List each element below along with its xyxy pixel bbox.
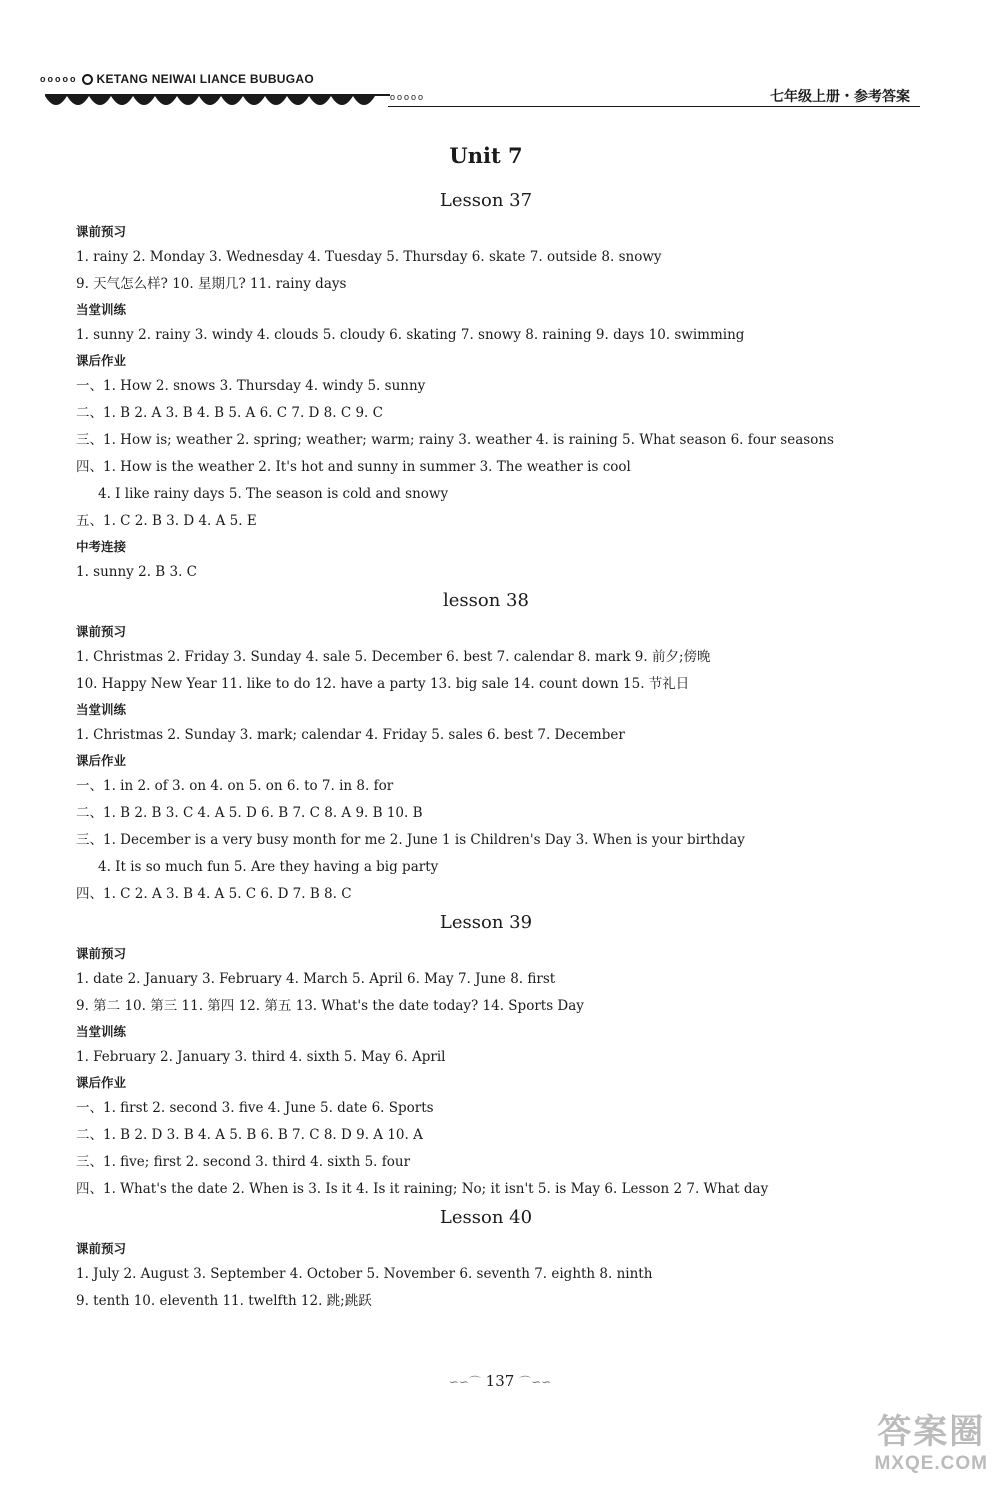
left-flourish-icon: ∽∽⌒ [448, 1375, 481, 1389]
answer-line: 一、1. in 2. of 3. on 4. on 5. on 6. to 7. in 8. for [76, 778, 394, 794]
page-number: 137 [485, 1372, 515, 1390]
section-heading: 中考连接 [76, 539, 127, 554]
section-heading: 课前预习 [76, 1241, 127, 1256]
answer-line: 9. 天气怎么样? 10. 星期几? 11. rainy days [76, 276, 347, 292]
answer-line: 四、1. C 2. A 3. B 4. A 5. C 6. D 7. B 8. C [76, 886, 352, 902]
section-heading: 当堂训练 [76, 702, 127, 717]
answer-line: 三、1. How is; weather 2. spring; weather; warm; rainy 3. weather 4. is raining 5. What season 6. four seasons [76, 432, 834, 448]
lesson-title: lesson 38 [443, 590, 529, 611]
header-book-title: 七年级上册・参考答案 [770, 89, 910, 105]
answer-line: 9. 第二 10. 第三 11. 第四 12. 第五 13. What's the date today? 14. Sports Day [76, 998, 584, 1014]
page-header [40, 66, 920, 116]
lesson-title: Lesson 40 [439, 1207, 533, 1228]
answer-line: 1. July 2. August 3. September 4. October 5. November 6. seventh 7. eighth 8. ninth [76, 1266, 653, 1282]
answer-line: 4. It is so much fun 5. Are they having a big party [98, 859, 439, 875]
answer-line: 4. I like rainy days 5. The season is cold and snowy [98, 486, 449, 502]
section-heading: 当堂训练 [76, 1024, 127, 1039]
brand-row [40, 72, 314, 86]
answer-line: 1. rainy 2. Monday 3. Wednesday 4. Tuesday 5. Thursday 6. skate 7. outside 8. snowy [76, 249, 662, 265]
answer-line: 二、1. B 2. B 3. C 4. A 5. D 6. B 7. C 8. A 9. B 10. B [76, 805, 423, 821]
lesson-title: Lesson 37 [439, 190, 533, 211]
section-heading: 课前预习 [76, 624, 127, 639]
answer-line: 四、1. What's the date 2. When is 3. Is it 4. Is it raining; No; it isn't 5. is May 6. Lesson 2 7. What day [76, 1181, 769, 1197]
answer-line: 四、1. How is the weather 2. It's hot and sunny in summer 3. The weather is cool [76, 459, 631, 475]
answer-line: 五、1. C 2. B 3. D 4. A 5. E [76, 513, 257, 529]
section-heading: 课后作业 [76, 753, 127, 768]
answer-line: 一、1. How 2. snows 3. Thursday 4. windy 5. sunny [76, 378, 426, 394]
answer-line: 二、1. B 2. A 3. B 4. B 5. A 6. C 7. D 8. C 9. C [76, 405, 383, 421]
section-heading: 课前预习 [76, 224, 127, 239]
dots-right: ooooo [390, 92, 426, 102]
answer-line: 1. sunny 2. rainy 3. windy 4. clouds 5. cloudy 6. skating 7. snowy 8. raining 9. days 10. swimming [76, 327, 745, 343]
header-rule [388, 106, 920, 107]
section-heading: 当堂训练 [76, 302, 127, 317]
answer-line: 三、1. five; first 2. second 3. third 4. sixth 5. four [76, 1154, 411, 1170]
answer-content [76, 138, 926, 1315]
section-heading: 课后作业 [76, 353, 127, 368]
answer-line: 三、1. December is a very busy month for me 2. June 1 is Children's Day 3. When is your birthday [76, 832, 745, 848]
watermark-logo-text: 答案圈 [877, 1413, 986, 1451]
lesson-title: Lesson 39 [439, 912, 533, 933]
section-heading: 课前预习 [76, 946, 127, 961]
answer-line: 二、1. B 2. D 3. B 4. A 5. B 6. B 7. C 8. D 9. A 10. A [76, 1127, 423, 1143]
brand-text: KETANG NEIWAI LIANCE BUBUGAO [96, 72, 315, 86]
wave-ornament-icon [45, 92, 390, 110]
section-heading: 课后作业 [76, 1075, 127, 1090]
watermark [874, 1404, 988, 1475]
right-flourish-icon: ⌒∽∽ [519, 1375, 552, 1389]
unit-title: Unit 7 [449, 143, 523, 168]
answer-line: 1. sunny 2. B 3. C [76, 564, 197, 580]
brand-logo-icon [82, 74, 93, 85]
answer-line: 10. Happy New Year 11. like to do 12. have a party 13. big sale 14. count down 15. 节礼日 [76, 676, 690, 692]
page-footer [0, 1372, 1000, 1390]
answer-line: 1. date 2. January 3. February 4. March 5. April 6. May 7. June 8. first [76, 971, 556, 987]
answer-line: 一、1. first 2. second 3. five 4. June 5. date 6. Sports [76, 1100, 434, 1116]
answer-line: 1. Christmas 2. Sunday 3. mark; calendar 4. Friday 5. sales 6. best 7. December [76, 727, 625, 743]
watermark-url: MXQE.COM [874, 1453, 988, 1474]
answer-line: 1. Christmas 2. Friday 3. Sunday 4. sale 5. December 6. best 7. calendar 8. mark 9. 前夕;傍晚 [76, 649, 711, 665]
answer-line: 9. tenth 10. eleventh 11. twelfth 12. 跳;跳跃 [76, 1293, 372, 1309]
answer-line: 1. February 2. January 3. third 4. sixth 5. May 6. April [76, 1049, 446, 1065]
dots-left: ooooo [40, 74, 78, 84]
